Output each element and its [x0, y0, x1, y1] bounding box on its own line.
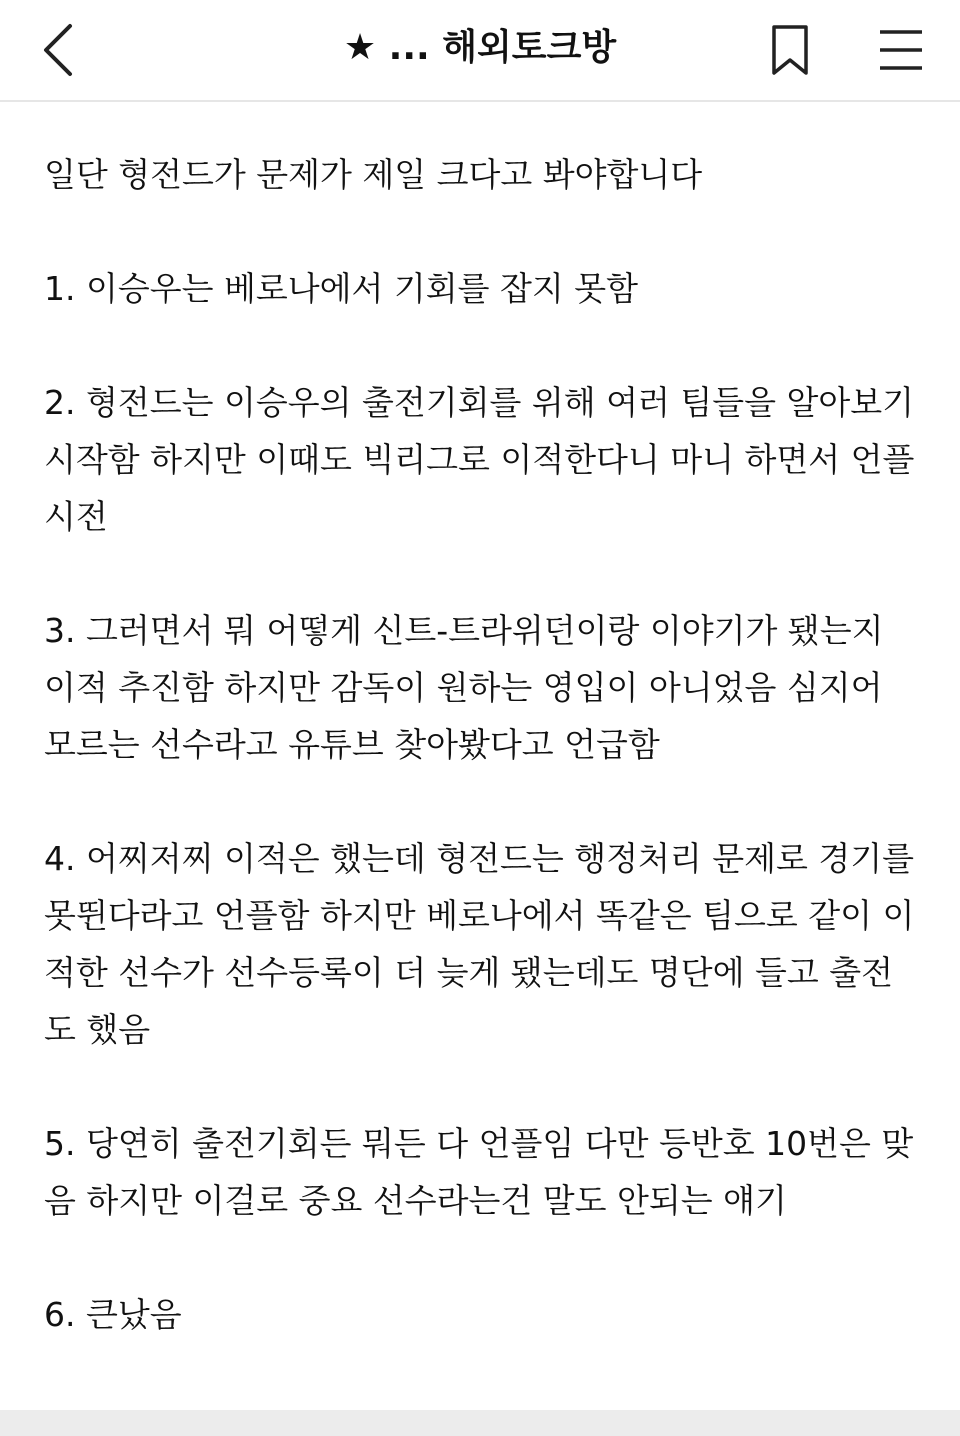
post-paragraph-4: 4. 어찌저찌 이적은 했는데 형전드는 행정처리 문제로 경기를 못뛴다라고 언플함 하지만 베로나에서 똑같은 팀으로 같이 이적한 선수가 선수등록이 더 늦게 됐는데도 명단에 들고 출전도 했음	[44, 839, 915, 1049]
post-paragraph-1: 1. 이승우는 베로나에서 기회를 잡지 못함	[44, 269, 638, 308]
bottom-bar	[0, 1410, 960, 1436]
top-app-bar	[0, 0, 960, 102]
post-paragraph-intro: 일단 형전드가 문제가 제일 크다고 봐야합니다	[44, 155, 703, 194]
post-body	[44, 146, 924, 1400]
post-paragraph-3: 3. 그러면서 뭐 어떻게 신트-트라위던이랑 이야기가 됐는지 이적 추진함 하지만 감독이 원하는 영입이 아니었음 심지어 모르는 선수라고 유튜브 찾아봤다고 언급함	[44, 611, 884, 764]
chevron-left-icon	[38, 20, 78, 80]
page-title: ★ ... 해외토크방	[343, 27, 617, 68]
post-paragraph-5: 5. 당연히 출전기회든 뭐든 다 언플임 다만 등반호 10번은 맞음 하지만 이걸로 중요 선수라는건 말도 안되는 얘기	[44, 1124, 914, 1220]
post-paragraph-6: 6. 큰났음	[44, 1295, 182, 1334]
bookmark-button[interactable]	[762, 18, 818, 82]
menu-button[interactable]	[870, 18, 932, 82]
back-button[interactable]	[28, 18, 88, 82]
post-paragraph-2: 2. 형전드는 이승우의 출전기회를 위해 여러 팀들을 알아보기 시작함 하지만 이때도 빅리그로 이적한다니 마니 하면서 언플 시전	[44, 383, 915, 536]
hamburger-menu-icon	[878, 28, 924, 72]
bookmark-icon	[770, 24, 810, 76]
